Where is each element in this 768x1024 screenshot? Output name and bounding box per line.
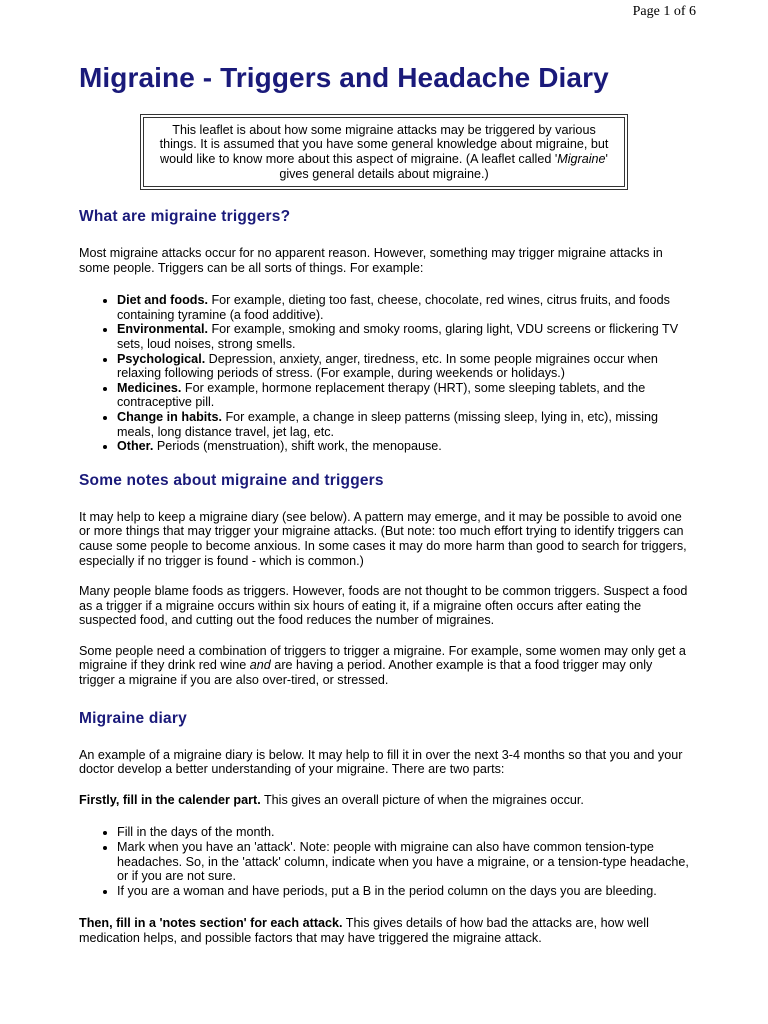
- list-item-text: For example, a change in sleep patterns (missing sleep, lying in, etc), missing meals, long distance travel, jet lag, etc.: [117, 409, 659, 439]
- list-item: [117, 322, 691, 351]
- list-item: [117, 439, 691, 454]
- list-item: • If you are a woman and have periods, put a B in the period column on the days you are bleeding.: [117, 884, 691, 899]
- main-flow: [79, 208, 691, 946]
- diary-list: [79, 825, 691, 898]
- list-item: [117, 352, 691, 381]
- list-item-label: Diet and foods.: [117, 293, 208, 308]
- list-item-text: For example, dieting too fast, cheese, chocolate, red wines, citrus fruits, and foods containing tyramine (a food additive).: [117, 293, 670, 322]
- list-item-text: For example, hormone replacement therapy (HRT), some sleeping tablets, and the contraceptive pill.: [117, 380, 646, 410]
- intro-text-start: This leaflet is about how some migraine attacks may be triggered by various things. It is assumed that you have some general knowledge about migraine, but would like to know more about this aspect of migraine. (A leaflet called ': [159, 122, 609, 166]
- list-item: [117, 293, 691, 322]
- triggers-intro-paragraph: Most migraine attacks occur for no apparent reason. However, something may trigger migraine attacks in some people. Triggers can be all sorts of things. For example:: [79, 246, 663, 275]
- diary-paragraph-3-rest: This gives details of how bad the attacks are, how well medication helps, and possible factors that may have triggered the migraine attack.: [79, 916, 649, 945]
- list-item: [117, 410, 691, 439]
- list-item-text: For example, smoking and smoky rooms, glaring light, VDU screens or flickering TV sets, loud noises, strong smells.: [117, 322, 679, 351]
- intro-box: [140, 114, 628, 190]
- intro-text: [143, 117, 625, 187]
- list-item: • Mark when you have an 'attack'. Note: people with migraine can also have common tension-type headaches. So, in the 'attack' column, indicate when you have a migraine, or a tension-type headache, or if you are not sure.: [117, 840, 691, 884]
- diary-paragraph-2-bold: Firstly, fill in the calender part.: [79, 792, 261, 807]
- intro-text-end: ' gives general details about migraine.): [279, 152, 608, 181]
- list-item-text: Depression, anxiety, anger, tiredness, etc. In some people migraines occur when relaxing following periods of stress. (For example, during weekends or holidays.): [117, 351, 658, 381]
- notes-paragraph-1: It may help to keep a migraine diary (see below). A pattern may emerge, and it may be possible to avoid one or more things that may trigger your migraine attacks. (But note: too much effort trying to identify triggers can cause some people to become anxious. In some cases it may do more harm than good to search for triggers, especially if no trigger is found - which is common.): [79, 509, 687, 568]
- notes-paragraph-3-end: are having a period. Another example is that a food trigger may only trigger a migraine if you are also over-tired, or stressed.: [79, 658, 653, 688]
- notes-paragraph-3-italic: and: [249, 658, 271, 673]
- diary-paragraph-1: An example of a migraine diary is below. It may help to fill it in over the next 3-4 months so that you and your doctor develop a better understanding of your migraine. There are two parts:: [79, 747, 683, 777]
- diary-paragraph-3: [79, 916, 691, 945]
- list-item-label: Change in habits.: [117, 409, 222, 424]
- diary-paragraph-2: [79, 793, 691, 808]
- list-item-label: Environmental.: [117, 322, 208, 337]
- triggers-list: [79, 293, 691, 454]
- list-item: [117, 381, 691, 410]
- diary-paragraph-2-rest: This gives an overall picture of when the migraines occur.: [260, 792, 584, 807]
- heading-migraine-diary: Migraine diary: [79, 709, 187, 727]
- diary-paragraph-3-bold: Then, fill in a 'notes section' for each attack.: [79, 916, 343, 931]
- list-item-label: Medicines.: [117, 380, 182, 395]
- notes-paragraph-3-start: Some people need a combination of triggers to trigger a migraine. For example, some women may only get a migraine if they drink red wine: [79, 643, 686, 673]
- page-number: Page 1 of 6: [632, 4, 696, 19]
- notes-paragraph-3: [79, 644, 691, 688]
- page-title: Migraine - Triggers and Headache Diary: [79, 62, 609, 93]
- heading-notes-about-triggers: Some notes about migraine and triggers: [79, 471, 384, 489]
- intro-text-italic: Migraine: [557, 152, 606, 166]
- list-item-label: Other.: [117, 439, 154, 454]
- list-item: • Fill in the days of the month.: [117, 825, 691, 840]
- heading-migraine-triggers: What are migraine triggers?: [79, 208, 291, 225]
- list-item-label: Psychological.: [117, 351, 206, 366]
- list-item-text: Periods (menstruation), shift work, the menopause.: [153, 439, 442, 454]
- notes-paragraph-2: Many people blame foods as triggers. However, foods are not thought to be common triggers. Suspect a food as a trigger if a migraine occurs within six hours of eating it, if a migraine often occurs after eating the suspected food, and cutting out the food reduces the number of migraines.: [79, 584, 688, 628]
